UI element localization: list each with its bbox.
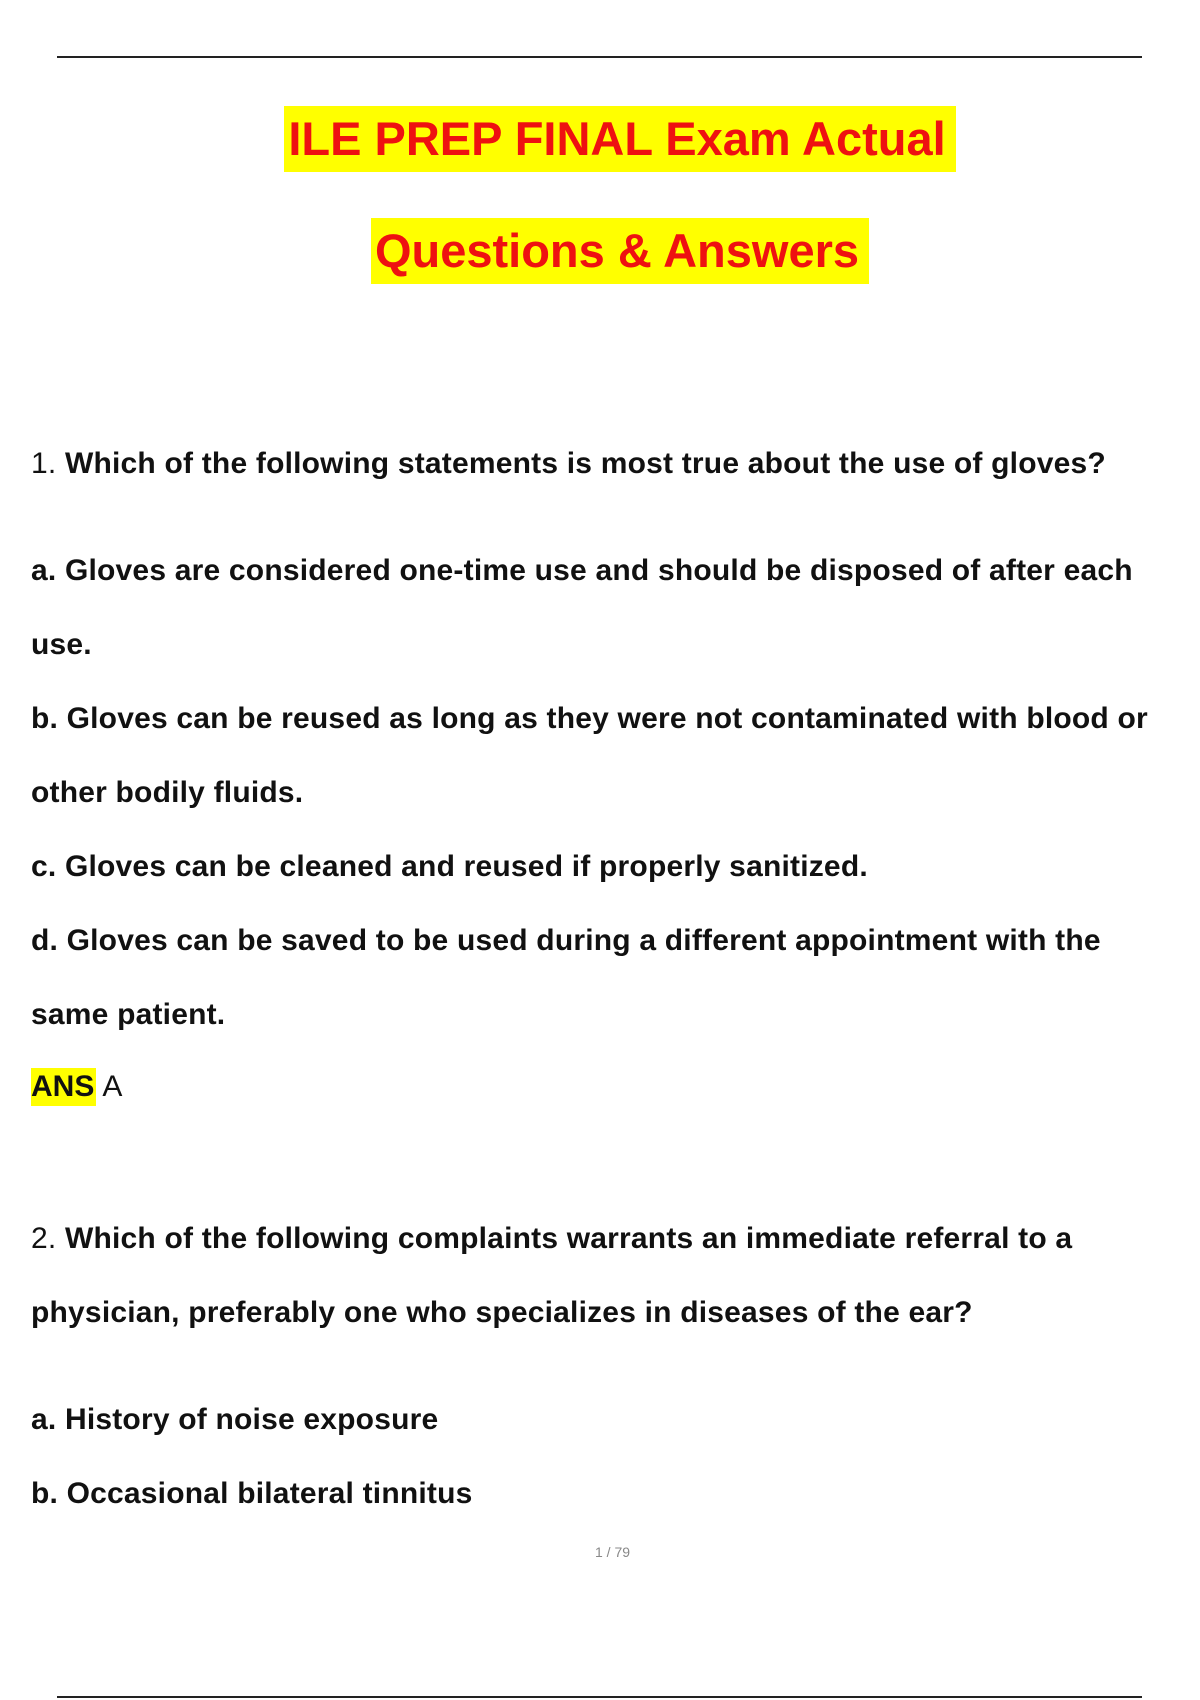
top-rule [57,56,1142,58]
answer-value: A [102,1070,123,1103]
title-highlight-1: ILE PREP FINAL Exam Actual [284,106,955,172]
bottom-rule [57,1696,1142,1698]
question-1-stem [31,449,1106,479]
title-highlight-2: Questions & Answers [371,218,869,284]
question-1-option-d-line-2: same patient. [31,998,226,1031]
document-title-line-1 [0,112,1200,165]
question-2-option-a: a. History of noise exposure [31,1403,439,1436]
page-number: 1 / 79 [594,1544,631,1560]
question-2-stem-line-2: physician, preferably one who specializes in diseases of the ear? [31,1296,973,1329]
question-1-option-b-line-1: b. Gloves can be reused as long as they were not contaminated with blood or [31,702,1148,735]
question-2-text-line-1: Which of the following complaints warrants an immediate referral to a [64,1222,1073,1255]
document-title-line-2 [0,224,1200,277]
question-1-option-a-line-1: a. Gloves are considered one-time use and should be disposed of after each [31,554,1133,587]
answer-label: ANS [31,1068,96,1106]
question-1-text: Which of the following statements is most true about the use of gloves? [64,447,1106,480]
question-1-option-d-line-1: d. Gloves can be saved to be used during a different appointment with the [31,924,1101,957]
question-2-stem-line-1 [31,1224,1072,1254]
question-2-option-b: b. Occasional bilateral tinnitus [31,1477,473,1510]
question-2-number: 2. [31,1222,57,1255]
question-1-answer [31,1072,122,1102]
question-1-option-a-line-2: use. [31,628,92,661]
question-1-number: 1. [31,447,57,480]
question-1-option-b-line-2: other bodily fluids. [31,776,304,809]
question-1-option-c: c. Gloves can be cleaned and reused if properly sanitized. [31,850,868,883]
